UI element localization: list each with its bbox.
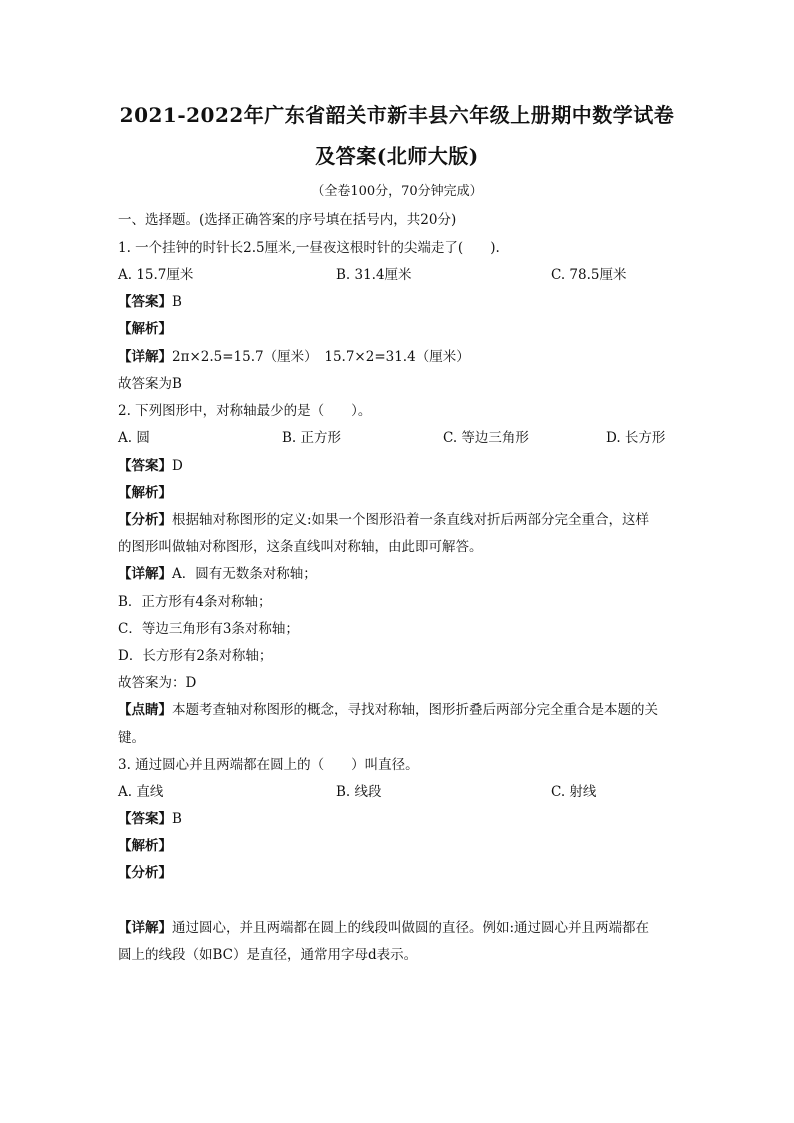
q2-dianjing-line2: 键。 [118,730,145,746]
q2-dianjing-text1: 本题考查轴对称图形的概念，寻找对称轴，图形折叠后两部分完全重合是本题的关 [172,702,658,718]
q3-answer-value: B [172,811,182,827]
q1-answer-value: B [172,294,182,310]
detail-label: 【详解】 [118,920,172,936]
q1-conclusion: 故答案为B [118,376,182,392]
q3-option-a: A. 直线 [118,784,164,800]
q2-option-b: B. 正方形 [282,430,342,446]
q2-detail-b: B．正方形有4条对称轴； [118,594,272,610]
detail-label: 【详解】 [118,349,172,365]
answer-label: 【答案】 [118,811,172,827]
question-1-stem: 1. 一个挂钟的时针长2.5厘米,一昼夜这根时针的尖端走了( ). [118,240,500,256]
q1-option-b: B. 31.4厘米 [336,267,412,283]
q2-option-c: C. 等边三角形 [443,430,529,446]
q2-conclusion: 故答案为：D [118,675,197,691]
q3-analysis-label: 【解析】 [118,838,172,854]
document-title-line2: 及答案(北师大版) [315,144,479,168]
q2-dianjing-line1 [118,698,658,718]
q2-detail-a [118,562,317,582]
detail-label: 【详解】 [118,566,172,582]
q2-option-a: A. 圆 [118,430,150,446]
question-2-stem: 2. 下列图形中，对称轴最少的是（ ）。 [118,403,372,419]
document-title-line1: 2021-2022年广东省韶关市新丰县六年级上册期中数学试卷 [119,103,675,127]
q1-answer [118,290,182,310]
q3-option-b: B. 线段 [336,784,382,800]
q1-option-a: A. 15.7厘米 [118,267,194,283]
q1-analysis-label: 【解析】 [118,321,172,337]
q2-fenxi-line1 [118,508,649,528]
exam-info: （全卷100分，70分钟完成） [311,184,483,199]
q2-answer [118,454,183,474]
q2-detail-d: D．长方形有2条对称轴； [118,648,273,664]
q2-detail-a-text: A．圆有无数条对称轴； [172,566,317,582]
q2-analysis-label: 【解析】 [118,485,172,501]
fenxi-label: 【分析】 [118,512,172,528]
q1-detail-text: 2π×2.5=15.7（厘米） 15.7×2=31.4（厘米） [172,349,470,365]
q3-answer [118,807,182,827]
q3-fenxi-label: 【分析】 [118,865,172,881]
q1-detail [118,345,470,365]
q1-option-c: C. 78.5厘米 [551,267,627,283]
answer-label: 【答案】 [118,294,172,310]
answer-label: 【答案】 [118,458,172,474]
q3-detail-line2: 圆上的线段（如BC）是直径，通常用字母d表示。 [118,947,418,963]
section-heading: 一、选择题。(选择正确答案的序号填在括号内，共20分) [118,212,457,228]
q2-detail-c: C．等边三角形有3条对称轴； [118,621,299,637]
q2-fenxi-text1: 根据轴对称图形的定义:如果一个图形沿着一条直线对折后两部分完全重合，这样 [172,512,650,528]
q2-option-d: D. 长方形 [606,430,666,446]
q2-fenxi-line2: 的图形叫做轴对称图形，这条直线叫对称轴，由此即可解答。 [118,539,483,555]
q2-answer-value: D [172,458,183,474]
q3-option-c: C. 射线 [551,784,597,800]
question-3-stem: 3. 通过圆心并且两端都在圆上的（ ）叫直径。 [118,757,419,773]
q3-detail-line1 [118,916,649,936]
dianjing-label: 【点睛】 [118,702,172,718]
q3-detail-text1: 通过圆心，并且两端都在圆上的线段叫做圆的直径。例如:通过圆心并且两端都在 [172,920,650,936]
